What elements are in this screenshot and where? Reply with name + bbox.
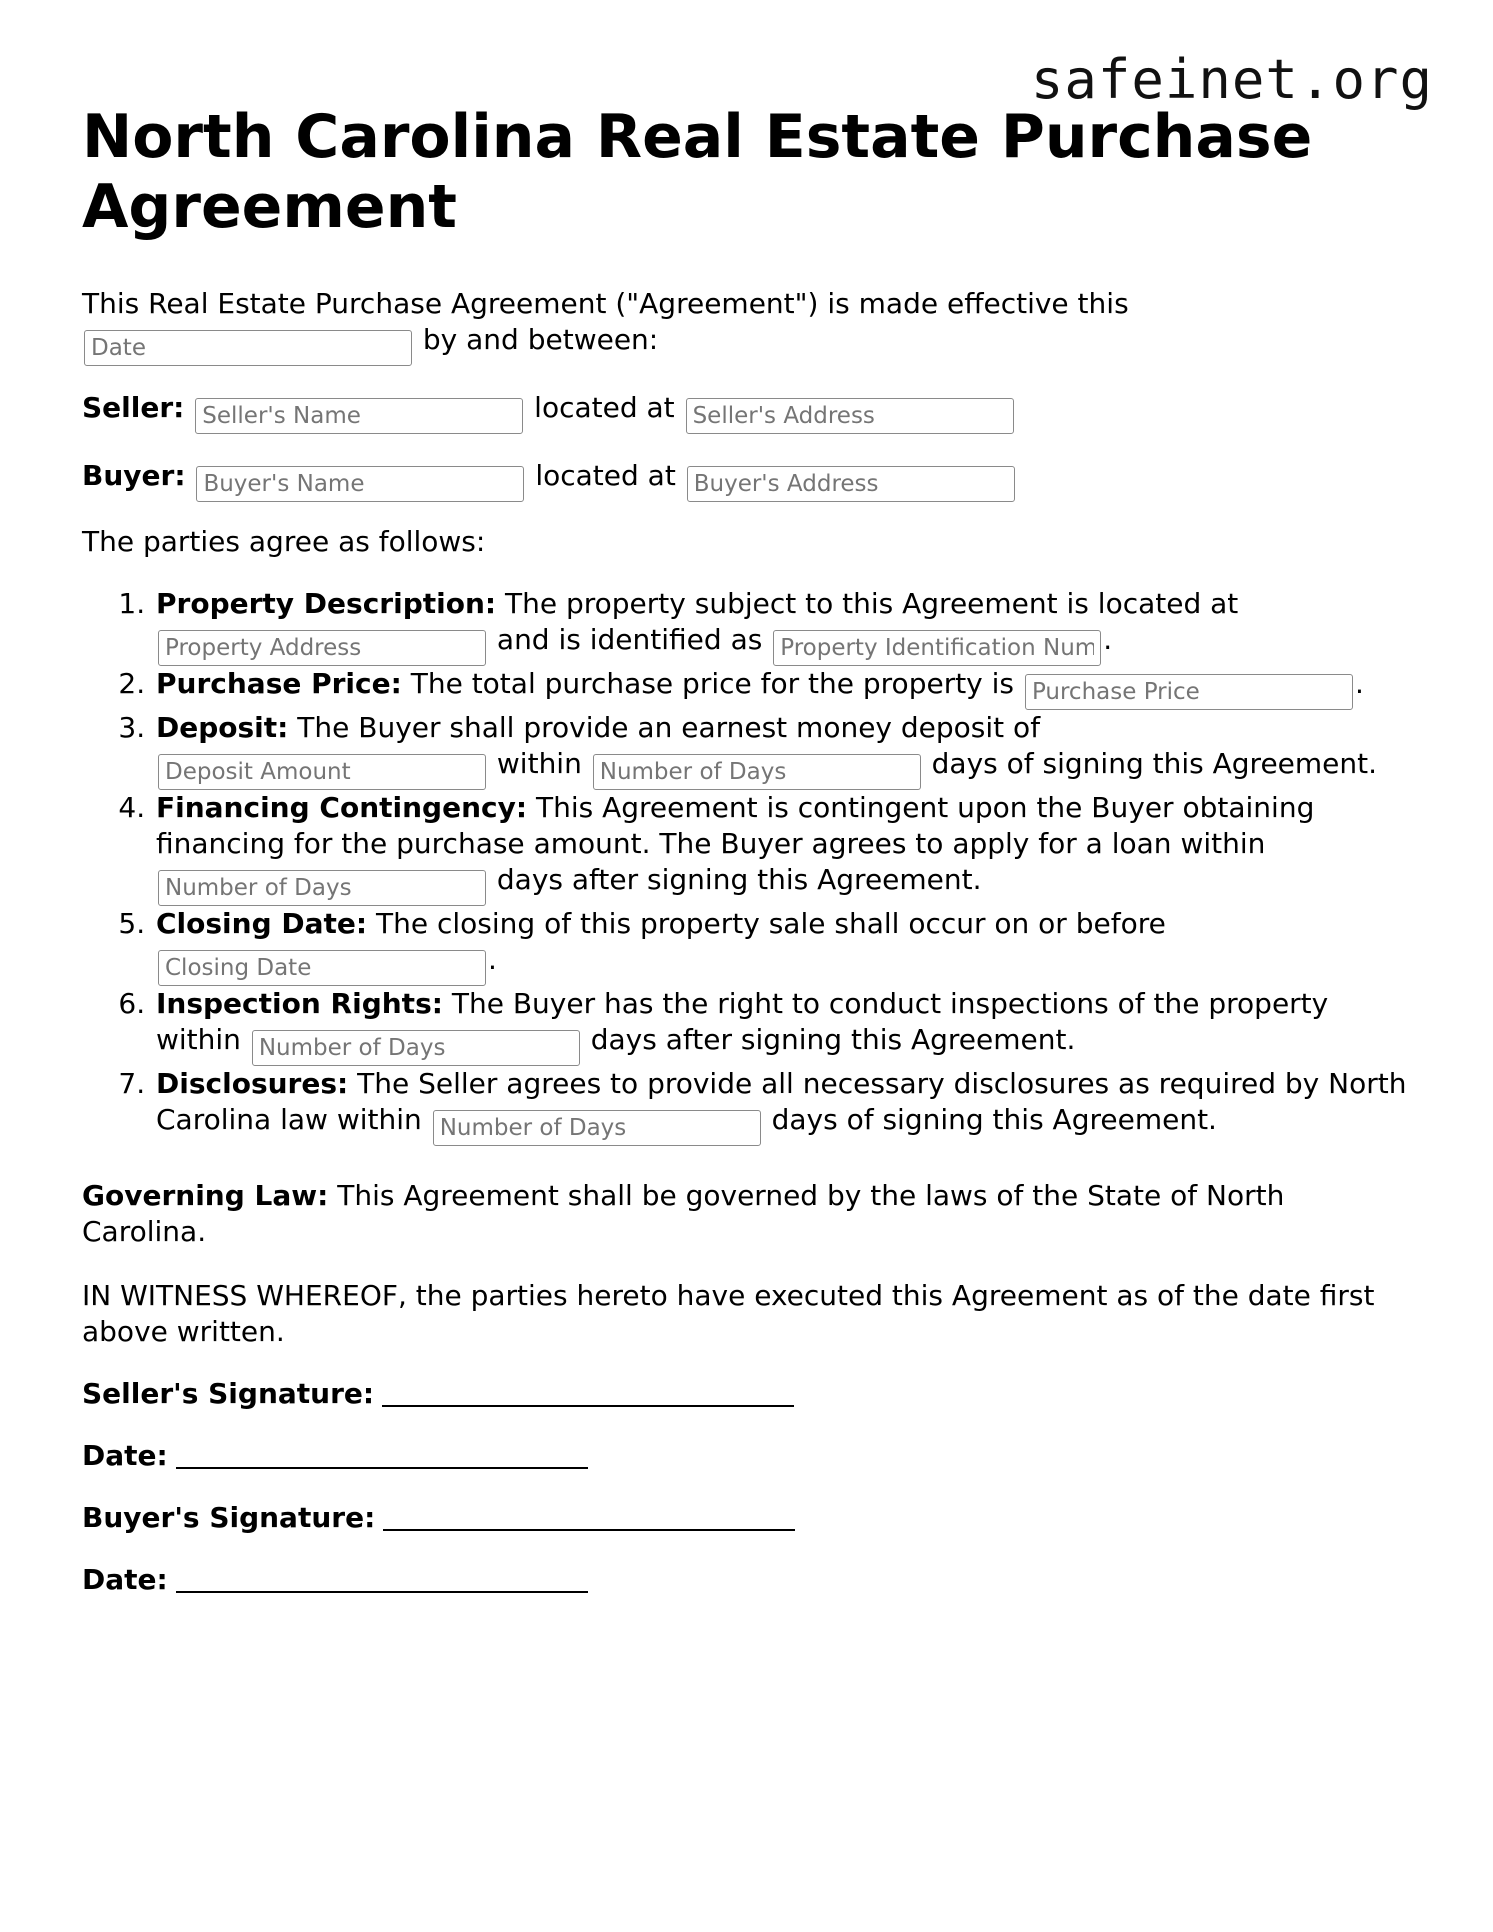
buyer-date-label: Date: <box>82 1563 168 1596</box>
seller-date-row <box>82 1438 1412 1474</box>
clause-text: The Buyer has the right to conduct inspections of the property within <box>156 987 1329 1056</box>
deposit-amount-input[interactable] <box>158 754 486 790</box>
clause-text: within <box>496 747 582 780</box>
buyer-signature-label: Buyer's Signature: <box>82 1501 376 1534</box>
buyer-name-input[interactable] <box>196 466 524 502</box>
watermark: safeinet.org <box>1030 48 1433 111</box>
seller-signature-label: Seller's Signature: <box>82 1377 375 1410</box>
effective-date-input[interactable] <box>84 330 412 366</box>
clause-heading: Disclosures: <box>156 1067 349 1100</box>
clause-property <box>154 586 1412 666</box>
purchase-price-input[interactable] <box>1025 674 1353 710</box>
clause-list <box>82 586 1412 1146</box>
clause-text: . <box>1103 623 1113 656</box>
seller-name-input[interactable] <box>195 398 523 434</box>
seller-address-input[interactable] <box>686 398 1014 434</box>
buyer-signature-row <box>82 1500 1412 1536</box>
seller-row <box>82 390 1412 434</box>
clause-text: days after signing this Agreement. <box>590 1023 1076 1056</box>
clause-text: days after signing this Agreement. <box>496 863 982 896</box>
buyer-signature-line[interactable] <box>383 1501 795 1531</box>
clause-text: days of signing this Agreement. <box>771 1103 1217 1136</box>
closing-date-input[interactable] <box>158 950 486 986</box>
clause-text: The Buyer shall provide an earnest money deposit of <box>297 711 1041 744</box>
clause-text: The total purchase price for the property is <box>410 667 1015 700</box>
page-title: North Carolina Real Estate Purchase Agreement <box>82 102 1313 242</box>
property-address-input[interactable] <box>158 630 486 666</box>
property-id-input[interactable] <box>773 630 1101 666</box>
clause-heading: Property Description: <box>156 587 497 620</box>
clause-heading: Financing Contingency: <box>156 791 528 824</box>
intro-text-after: by and between: <box>422 323 659 356</box>
parties-agree-text: The parties agree as follows: <box>82 525 486 558</box>
governing-law-heading: Governing Law: <box>82 1179 329 1212</box>
governing-law-text: This Agreement shall be governed by the laws of the State of North Carolina. <box>82 1179 1285 1248</box>
buyer-date-row <box>82 1562 1412 1598</box>
buyer-row <box>82 458 1412 502</box>
witness-statement: IN WITNESS WHEREOF, the parties hereto have executed this Agreement as of the date first above written. <box>82 1279 1375 1348</box>
deposit-days-input[interactable] <box>593 754 921 790</box>
clause-closing <box>154 906 1412 986</box>
seller-date-line[interactable] <box>176 1439 588 1469</box>
clause-text: days of signing this Agreement. <box>931 747 1378 780</box>
clause-price <box>154 666 1412 710</box>
clause-heading: Inspection Rights: <box>156 987 443 1020</box>
clause-heading: Purchase Price: <box>156 667 402 700</box>
seller-signature-line[interactable] <box>382 1377 794 1407</box>
buyer-address-input[interactable] <box>687 466 1015 502</box>
seller-signature-row <box>82 1376 1412 1412</box>
clause-text: The property subject to this Agreement is located at <box>505 587 1239 620</box>
seller-located-at: located at <box>534 391 675 424</box>
buyer-label: Buyer: <box>82 459 186 492</box>
clause-text: The Seller agrees to provide all necessary disclosures as required by North Carolina law within <box>156 1067 1407 1136</box>
buyer-date-line[interactable] <box>176 1563 588 1593</box>
clause-disclosures <box>154 1066 1412 1146</box>
governing-law <box>82 1178 1412 1250</box>
financing-days-input[interactable] <box>158 870 486 906</box>
clause-deposit <box>154 710 1412 790</box>
clause-text: and is identified as <box>496 623 763 656</box>
disclosures-days-input[interactable] <box>433 1110 761 1146</box>
clause-text: This Agreement is contingent upon the Buyer obtaining financing for the purchase amount. The Buyer agrees to apply for a loan within <box>156 791 1315 860</box>
seller-label: Seller: <box>82 391 185 424</box>
clause-heading: Closing Date: <box>156 907 368 940</box>
seller-date-label: Date: <box>82 1439 168 1472</box>
clause-heading: Deposit: <box>156 711 289 744</box>
buyer-located-at: located at <box>535 459 676 492</box>
intro-text: This Real Estate Purchase Agreement ("Agreement") is made effective this <box>82 287 1129 320</box>
agreement-document <box>82 102 1412 1598</box>
clause-inspection <box>154 986 1412 1066</box>
clause-text: . <box>488 943 497 976</box>
clause-text: . <box>1354 667 1364 700</box>
clause-text: The closing of this property sale shall occur on or before <box>376 907 1166 940</box>
inspection-days-input[interactable] <box>252 1030 580 1066</box>
intro-paragraph <box>82 286 1412 366</box>
clause-financing <box>154 790 1412 906</box>
